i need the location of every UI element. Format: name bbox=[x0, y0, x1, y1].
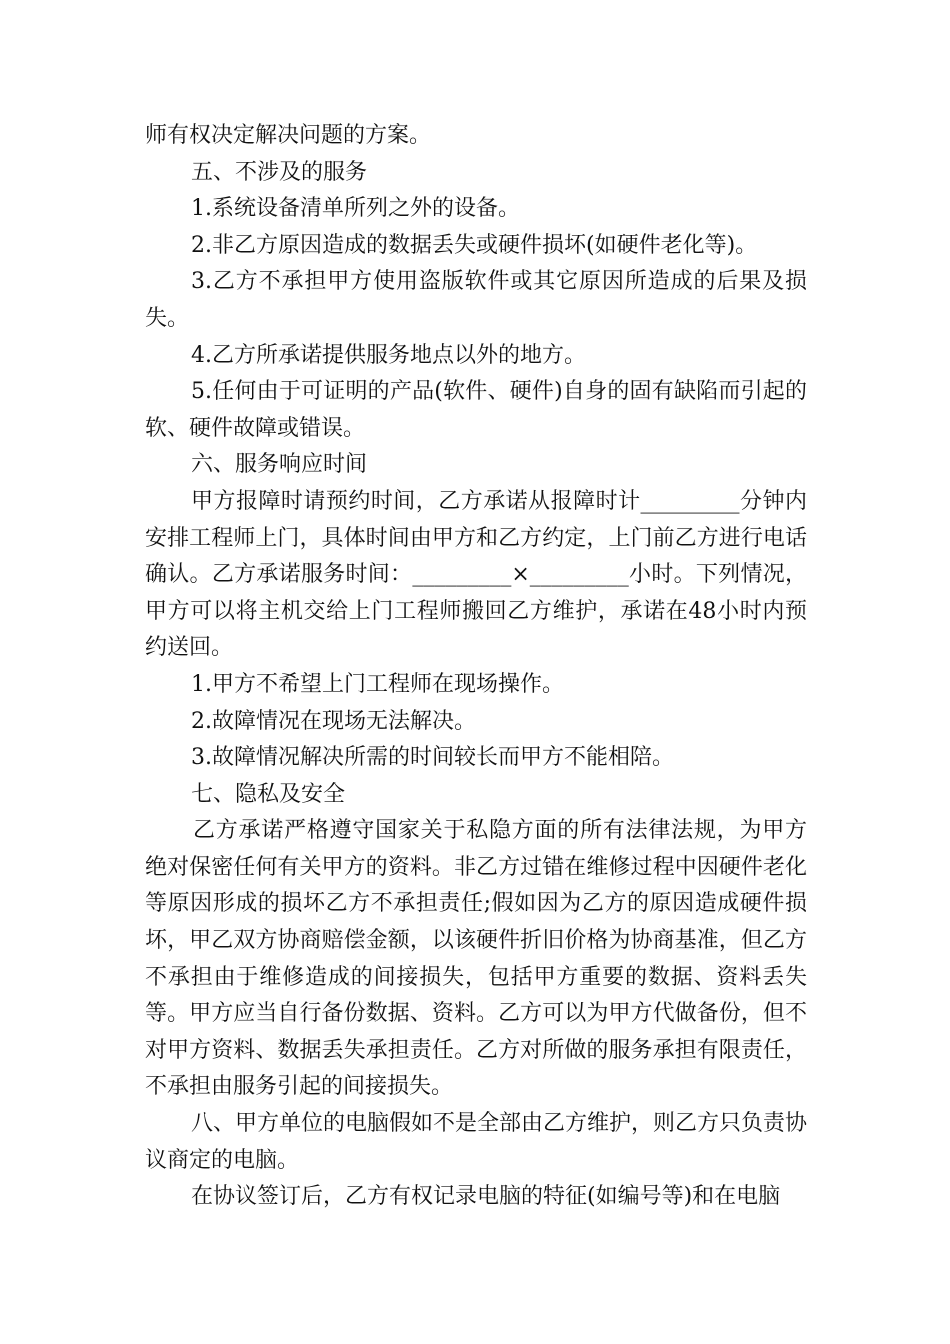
paragraph: 乙方承诺严格遵守国家关于私隐方面的所有法律法规，为甲方绝对保密任何有关甲方的资料。非乙方过错在维修过程中因硬件老化等原因形成的损坏乙方不承担责任;假如因为乙方的原因造成硬件损坏，甲乙双方协商赔偿金额，以该硬件折旧价格为协商基准，但乙方不承担由于维修造成的间接损失，包括甲方重要的数据、资料丢失等。甲方应当自行备份数据、资料。乙方可以为甲方代做备份，但不对甲方资料、数据丢失承担责任。乙方对所做的服务承担有限责任，不承担由服务引起的间接损失。 bbox=[145, 818, 807, 1100]
section-heading: 七、隐私及安全 bbox=[191, 781, 346, 807]
list-item: 1.系统设备清单所列之外的设备。 bbox=[191, 196, 520, 222]
section-heading: 六、服务响应时间 bbox=[191, 452, 368, 478]
paragraph: 师有权决定解决问题的方案。 bbox=[145, 123, 432, 148]
list-item: 4.乙方所承诺提供服务地点以外的地方。 bbox=[191, 342, 586, 368]
list-item: 2.非乙方原因造成的数据丢失或硬件损坏(如硬件老化等)。 bbox=[191, 232, 758, 258]
paragraph: 在协议签订后，乙方有权记录电脑的特征(如编号等)和在电脑 bbox=[191, 1184, 781, 1210]
list-item: 2.故障情况在现场无法解决。 bbox=[191, 708, 476, 734]
list-item: 3.故障情况解决所需的时间较长而甲方不能相陪。 bbox=[191, 745, 674, 771]
section-heading: 五、不涉及的服务 bbox=[191, 159, 368, 185]
list-item: 5.任何由于可证明的产品(软件、硬件)自身的固有缺陷而引起的软、硬件故障或错误。 bbox=[145, 379, 807, 441]
list-item: 1.甲方不希望上门工程师在现场操作。 bbox=[191, 671, 564, 697]
paragraph: 八、甲方单位的电脑假如不是全部由乙方维护，则乙方只负责协议商定的电脑。 bbox=[145, 1111, 808, 1173]
paragraph: 甲方报障时请预约时间，乙方承诺从报障时计_________分钟内安排工程师上门，具体时间由甲方和乙方约定，上门前乙方进行电话确认。乙方承诺服务时间：_________×_________小时。下列情况，甲方可以将主机交给上门工程师搬回乙方维护，承诺在48小时内预约送回。 bbox=[145, 488, 807, 661]
list-item: 3.乙方不承担甲方使用盗版软件或其它原因所造成的后果及损失。 bbox=[145, 269, 807, 331]
document-page bbox=[145, 118, 807, 1216]
